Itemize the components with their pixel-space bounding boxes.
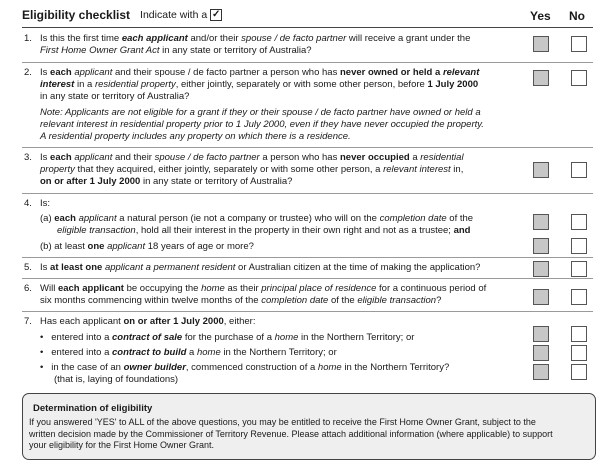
question-7-option-2: • entered into a contract to build a home in the Northern Territory; or (40, 347, 337, 358)
question-4a-yes-checkbox[interactable] (533, 214, 549, 230)
question-1-text: Is this the first time each applicant and/or their spouse / de facto partner will receive a grant under the First Home Owner Grant Act in any state or territory of Australia? (40, 33, 471, 56)
question-4a-no-checkbox[interactable] (571, 214, 587, 230)
question-4b-yes-checkbox[interactable] (533, 238, 549, 254)
question-7-option-2-yes-checkbox[interactable] (533, 345, 549, 361)
question-4a-text: (a) each applicant a natural person (ie not a company or trustee) who will on the completion date of the eligible transaction, hold all their interest in the property in their own right and not as a trustee; and (40, 213, 474, 236)
determination-title: Determination of eligibility (33, 403, 153, 414)
question-7-option-3-no-checkbox[interactable] (571, 364, 587, 380)
question-1-yes-checkbox[interactable] (533, 36, 549, 52)
question-1-number: 1. (24, 33, 32, 44)
checklist-header (22, 8, 222, 22)
tick-icon: ✓ (211, 9, 221, 20)
question-7-option-1: • entered into a contract of sale for the purchase of a home in the Northern Territory; or (40, 332, 415, 343)
bullet-icon: • (40, 347, 44, 358)
divider (22, 257, 593, 258)
question-7-option-2-no-checkbox[interactable] (571, 345, 587, 361)
determination-panel (22, 393, 596, 460)
question-6-text: Will each applicant be occupying the home as their principal place of residence for a continuous period of six months commencing within twelve months of the completion date of the eligible transaction? (40, 283, 487, 306)
yes-column-header: Yes (530, 9, 551, 23)
bullet-icon: • (40, 332, 44, 343)
divider (22, 193, 593, 194)
question-6-yes-checkbox[interactable] (533, 289, 549, 305)
divider (22, 62, 593, 63)
question-7-option-3: • in the case of an owner builder, commenced construction of a home in the Northern Territory? (that is, laying of foundations) (40, 362, 450, 385)
question-3-text: Is each applicant and their spouse / de facto partner a person who has never occupied a residential property that they acquired, either jointly, separately or with some other person, a relevant interest in, on or after 1 July 2000 in any state or territory of Australia? (40, 152, 464, 187)
question-5-number: 5. (24, 262, 32, 273)
divider (22, 27, 593, 28)
question-7-option-1-yes-checkbox[interactable] (533, 326, 549, 342)
question-2-text: Is each applicant and their spouse / de facto partner a person who has never owned or held a relevant interest in a residential property, either jointly, separately or with some other person, before 1 July 2000 in any state or territory of Australia? (40, 67, 480, 102)
question-4b-text: (b) at least one applicant 18 years of age or more? (40, 241, 254, 252)
question-4b-no-checkbox[interactable] (571, 238, 587, 254)
question-3-number: 3. (24, 152, 32, 163)
no-column-header: No (569, 9, 585, 23)
divider (22, 147, 593, 148)
question-3-yes-checkbox[interactable] (533, 162, 549, 178)
bullet-icon: • (40, 362, 44, 373)
question-4-intro: Is: (40, 198, 51, 209)
question-4-number: 4. (24, 198, 32, 209)
question-7-number: 7. (24, 316, 32, 327)
divider (22, 311, 593, 312)
question-5-no-checkbox[interactable] (571, 261, 587, 277)
question-6-number: 6. (24, 283, 32, 294)
question-1-no-checkbox[interactable] (571, 36, 587, 52)
question-2-no-checkbox[interactable] (571, 70, 587, 86)
divider (22, 278, 593, 279)
question-7-option-1-no-checkbox[interactable] (571, 326, 587, 342)
checklist-title: Eligibility checklist (22, 8, 131, 22)
question-2-yes-checkbox[interactable] (533, 70, 549, 86)
question-2-number: 2. (24, 67, 32, 78)
question-3-no-checkbox[interactable] (571, 162, 587, 178)
question-2-note: Note: Applicants are not eligible for a grant if they or their spouse / de facto partner have owned or held a relevant interest in residential property prior to 1 July 2000, even if they have never occupied the property. A residential property includes any property on which there is a residence. (40, 107, 484, 142)
question-7-option-3-yes-checkbox[interactable] (533, 364, 549, 380)
indicate-instruction: Indicate with a (140, 9, 208, 21)
question-7-intro: Has each applicant on or after 1 July 2000, either: (40, 316, 256, 327)
question-6-no-checkbox[interactable] (571, 289, 587, 305)
question-5-yes-checkbox[interactable] (533, 261, 549, 277)
question-5-text: Is at least one applicant a permanent resident or Australian citizen at the time of making the application? (40, 262, 481, 273)
determination-body: If you answered 'YES' to ALL of the above questions, you may be entitled to receive the First Home Owner Grant, subject to the written decision made by the Commissioner of Territory Revenue. Please attach additional information (where applicable) to support your eligibility for the First Home Owner Grant. (29, 417, 553, 450)
